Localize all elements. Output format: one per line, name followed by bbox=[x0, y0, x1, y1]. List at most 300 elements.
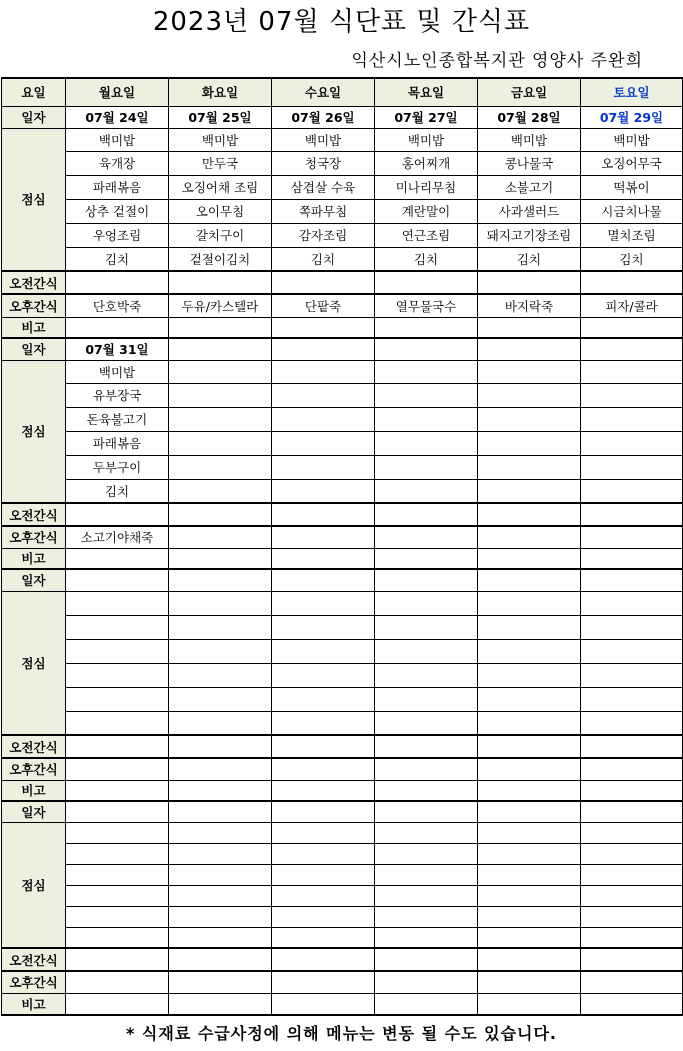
am-snack-cell bbox=[478, 503, 581, 526]
note-row bbox=[2, 993, 683, 1015]
pm-snack-cell bbox=[272, 758, 375, 780]
note-cell bbox=[581, 548, 683, 569]
lunch-cell bbox=[375, 927, 478, 948]
pm-snack-cell bbox=[66, 758, 169, 780]
pm-snack-row bbox=[2, 526, 683, 548]
lunch-cell: 갈치구이 bbox=[169, 223, 272, 247]
note-cell bbox=[581, 317, 683, 338]
note-cell bbox=[375, 993, 478, 1015]
lunch-cell: 삼겹살 수육 bbox=[272, 175, 375, 199]
date-cell bbox=[478, 569, 581, 591]
date-cell: 07월 28일 bbox=[478, 106, 581, 128]
lunch-cell bbox=[375, 360, 478, 383]
lunch-cell bbox=[478, 885, 581, 906]
lunch-cell bbox=[581, 591, 683, 615]
note-cell bbox=[169, 780, 272, 801]
lunch-cell bbox=[169, 360, 272, 383]
lunch-cell: 시금치나물 bbox=[581, 199, 683, 223]
lunch-row bbox=[2, 407, 683, 431]
lunch-cell: 백미밥 bbox=[66, 128, 169, 151]
am-snack-cell bbox=[272, 948, 375, 971]
lunch-cell bbox=[272, 479, 375, 503]
lunch-cell: 계란말이 bbox=[375, 199, 478, 223]
lunch-cell bbox=[478, 927, 581, 948]
note-cell bbox=[169, 993, 272, 1015]
pm-snack-cell bbox=[169, 971, 272, 993]
note-label: 비고 bbox=[2, 780, 66, 801]
lunch-label: 점심 bbox=[2, 591, 66, 735]
am-snack-row bbox=[2, 503, 683, 526]
lunch-cell bbox=[66, 864, 169, 885]
am-snack-cell bbox=[581, 735, 683, 758]
lunch-cell bbox=[581, 885, 683, 906]
lunch-label: 점심 bbox=[2, 128, 66, 271]
pm-snack-cell bbox=[375, 526, 478, 548]
lunch-cell: 겉절이김치 bbox=[169, 247, 272, 271]
header-label: 요일 bbox=[2, 78, 66, 106]
lunch-cell: 김치 bbox=[66, 479, 169, 503]
date-row bbox=[2, 801, 683, 822]
lunch-cell bbox=[478, 407, 581, 431]
date-cell: 07월 24일 bbox=[66, 106, 169, 128]
am-snack-cell bbox=[66, 735, 169, 758]
date-cell bbox=[375, 801, 478, 822]
lunch-cell bbox=[272, 455, 375, 479]
pm-snack-cell bbox=[66, 971, 169, 993]
date-cell bbox=[375, 338, 478, 360]
pm-snack-cell: 두유/카스텔라 bbox=[169, 294, 272, 317]
date-label: 일자 bbox=[2, 106, 66, 128]
lunch-row bbox=[2, 927, 683, 948]
lunch-cell bbox=[272, 687, 375, 711]
lunch-row bbox=[2, 711, 683, 735]
lunch-row bbox=[2, 383, 683, 407]
lunch-cell: 김치 bbox=[272, 247, 375, 271]
pm-snack-cell: 단호박죽 bbox=[66, 294, 169, 317]
lunch-cell: 오징어채 조림 bbox=[169, 175, 272, 199]
pm-snack-label: 오후간식 bbox=[2, 526, 66, 548]
note-label: 비고 bbox=[2, 993, 66, 1015]
lunch-cell bbox=[272, 927, 375, 948]
note-row bbox=[2, 548, 683, 569]
lunch-cell bbox=[375, 843, 478, 864]
lunch-cell bbox=[272, 663, 375, 687]
pm-snack-label: 오후간식 bbox=[2, 971, 66, 993]
lunch-cell bbox=[169, 455, 272, 479]
lunch-cell: 오이무침 bbox=[169, 199, 272, 223]
note-cell bbox=[478, 780, 581, 801]
lunch-cell: 유부장국 bbox=[66, 383, 169, 407]
lunch-cell bbox=[375, 885, 478, 906]
lunch-cell: 감자조림 bbox=[272, 223, 375, 247]
pm-snack-cell bbox=[581, 971, 683, 993]
pm-snack-cell bbox=[478, 971, 581, 993]
am-snack-cell bbox=[581, 271, 683, 294]
lunch-cell bbox=[169, 711, 272, 735]
lunch-cell bbox=[581, 843, 683, 864]
lunch-row bbox=[2, 864, 683, 885]
am-snack-cell bbox=[375, 271, 478, 294]
lunch-cell bbox=[66, 885, 169, 906]
am-snack-cell bbox=[375, 735, 478, 758]
date-cell bbox=[66, 801, 169, 822]
lunch-cell bbox=[272, 383, 375, 407]
lunch-label: 점심 bbox=[2, 360, 66, 503]
am-snack-label: 오전간식 bbox=[2, 271, 66, 294]
lunch-row bbox=[2, 843, 683, 864]
lunch-cell bbox=[272, 360, 375, 383]
footer-note: * 식재료 수급사정에 의해 메뉴는 변동 될 수도 있습니다. bbox=[125, 1024, 558, 1043]
lunch-cell bbox=[169, 927, 272, 948]
lunch-cell bbox=[375, 687, 478, 711]
lunch-cell: 김치 bbox=[375, 247, 478, 271]
am-snack-label: 오전간식 bbox=[2, 503, 66, 526]
lunch-cell bbox=[169, 407, 272, 431]
am-snack-cell bbox=[375, 948, 478, 971]
lunch-cell bbox=[375, 479, 478, 503]
day-header: 수요일 bbox=[272, 78, 375, 106]
lunch-cell bbox=[169, 864, 272, 885]
note-cell bbox=[478, 548, 581, 569]
note-cell bbox=[66, 780, 169, 801]
lunch-cell bbox=[169, 663, 272, 687]
date-cell bbox=[272, 338, 375, 360]
lunch-cell bbox=[478, 663, 581, 687]
lunch-cell bbox=[272, 639, 375, 663]
lunch-row bbox=[2, 663, 683, 687]
date-label: 일자 bbox=[2, 338, 66, 360]
lunch-cell: 김치 bbox=[581, 247, 683, 271]
lunch-row bbox=[2, 247, 683, 271]
lunch-cell bbox=[375, 864, 478, 885]
lunch-cell bbox=[478, 455, 581, 479]
am-snack-cell bbox=[478, 271, 581, 294]
am-snack-cell bbox=[169, 503, 272, 526]
lunch-cell: 만두국 bbox=[169, 151, 272, 175]
lunch-row bbox=[2, 199, 683, 223]
am-snack-cell bbox=[66, 948, 169, 971]
date-cell: 07월 25일 bbox=[169, 106, 272, 128]
am-snack-cell bbox=[272, 271, 375, 294]
lunch-cell bbox=[66, 687, 169, 711]
lunch-label: 점심 bbox=[2, 822, 66, 948]
lunch-cell bbox=[169, 615, 272, 639]
lunch-cell bbox=[169, 383, 272, 407]
lunch-cell: 떡볶이 bbox=[581, 175, 683, 199]
lunch-cell bbox=[478, 687, 581, 711]
lunch-cell bbox=[375, 639, 478, 663]
am-snack-cell bbox=[272, 503, 375, 526]
lunch-row bbox=[2, 431, 683, 455]
pm-snack-cell: 피자/콜라 bbox=[581, 294, 683, 317]
lunch-cell bbox=[272, 407, 375, 431]
lunch-cell bbox=[66, 906, 169, 927]
lunch-cell: 청국장 bbox=[272, 151, 375, 175]
day-header: 토요일 bbox=[581, 78, 683, 106]
page-subtitle: 익산시노인종합복지관 영양사 주완희 bbox=[351, 51, 643, 71]
lunch-row bbox=[2, 822, 683, 843]
note-cell bbox=[375, 317, 478, 338]
lunch-cell bbox=[66, 843, 169, 864]
am-snack-cell bbox=[169, 271, 272, 294]
date-cell bbox=[169, 801, 272, 822]
lunch-cell: 백미밥 bbox=[169, 128, 272, 151]
lunch-cell bbox=[581, 431, 683, 455]
lunch-cell bbox=[272, 711, 375, 735]
lunch-cell bbox=[272, 431, 375, 455]
lunch-cell bbox=[478, 360, 581, 383]
lunch-cell bbox=[478, 864, 581, 885]
lunch-cell bbox=[66, 663, 169, 687]
lunch-cell bbox=[272, 843, 375, 864]
lunch-row bbox=[2, 455, 683, 479]
pm-snack-cell: 바지락죽 bbox=[478, 294, 581, 317]
lunch-cell: 우엉조림 bbox=[66, 223, 169, 247]
note-cell bbox=[66, 548, 169, 569]
lunch-cell bbox=[66, 615, 169, 639]
lunch-cell bbox=[581, 687, 683, 711]
note-cell bbox=[272, 993, 375, 1015]
lunch-row bbox=[2, 223, 683, 247]
date-cell bbox=[169, 569, 272, 591]
date-row bbox=[2, 106, 683, 128]
am-snack-cell bbox=[375, 503, 478, 526]
lunch-cell bbox=[169, 885, 272, 906]
lunch-row bbox=[2, 479, 683, 503]
lunch-cell bbox=[375, 663, 478, 687]
am-snack-label: 오전간식 bbox=[2, 735, 66, 758]
note-label: 비고 bbox=[2, 317, 66, 338]
lunch-row bbox=[2, 175, 683, 199]
lunch-row bbox=[2, 151, 683, 175]
date-row bbox=[2, 569, 683, 591]
lunch-cell bbox=[375, 906, 478, 927]
lunch-cell bbox=[581, 906, 683, 927]
note-cell bbox=[581, 993, 683, 1015]
am-snack-cell bbox=[478, 735, 581, 758]
lunch-cell bbox=[272, 822, 375, 843]
am-snack-cell bbox=[272, 735, 375, 758]
am-snack-cell bbox=[581, 503, 683, 526]
pm-snack-cell bbox=[272, 526, 375, 548]
lunch-cell: 파래볶음 bbox=[66, 175, 169, 199]
lunch-cell: 육개장 bbox=[66, 151, 169, 175]
pm-snack-cell bbox=[581, 758, 683, 780]
lunch-cell bbox=[581, 663, 683, 687]
lunch-cell: 김치 bbox=[478, 247, 581, 271]
day-header: 목요일 bbox=[375, 78, 478, 106]
lunch-cell bbox=[66, 927, 169, 948]
page-title: 2023년 07월 식단표 및 간식표 bbox=[152, 7, 531, 37]
date-cell bbox=[272, 569, 375, 591]
lunch-cell bbox=[66, 591, 169, 615]
note-label: 비고 bbox=[2, 548, 66, 569]
date-cell bbox=[66, 569, 169, 591]
lunch-cell bbox=[478, 615, 581, 639]
lunch-cell: 백미밥 bbox=[375, 128, 478, 151]
date-cell: 07월 27일 bbox=[375, 106, 478, 128]
note-cell bbox=[272, 317, 375, 338]
note-cell bbox=[272, 780, 375, 801]
lunch-row bbox=[2, 687, 683, 711]
date-label: 일자 bbox=[2, 569, 66, 591]
lunch-cell bbox=[478, 479, 581, 503]
lunch-cell: 홍어찌개 bbox=[375, 151, 478, 175]
pm-snack-cell bbox=[272, 971, 375, 993]
lunch-cell: 돼지고기장조림 bbox=[478, 223, 581, 247]
lunch-cell: 미나리무침 bbox=[375, 175, 478, 199]
lunch-cell bbox=[169, 479, 272, 503]
day-header: 화요일 bbox=[169, 78, 272, 106]
lunch-row bbox=[2, 615, 683, 639]
lunch-cell bbox=[581, 639, 683, 663]
lunch-cell bbox=[478, 431, 581, 455]
lunch-cell bbox=[375, 591, 478, 615]
note-cell bbox=[272, 548, 375, 569]
note-row bbox=[2, 317, 683, 338]
lunch-cell: 멸치조림 bbox=[581, 223, 683, 247]
lunch-cell bbox=[581, 407, 683, 431]
day-header: 월요일 bbox=[66, 78, 169, 106]
am-snack-cell bbox=[478, 948, 581, 971]
lunch-cell bbox=[478, 591, 581, 615]
pm-snack-row bbox=[2, 294, 683, 317]
lunch-cell: 오징어무국 bbox=[581, 151, 683, 175]
lunch-cell bbox=[478, 711, 581, 735]
date-cell: 07월 31일 bbox=[66, 338, 169, 360]
lunch-cell: 연근조림 bbox=[375, 223, 478, 247]
lunch-cell: 백미밥 bbox=[478, 128, 581, 151]
lunch-cell bbox=[581, 711, 683, 735]
pm-snack-cell bbox=[375, 971, 478, 993]
date-row bbox=[2, 338, 683, 360]
lunch-cell bbox=[375, 615, 478, 639]
date-cell: 07월 26일 bbox=[272, 106, 375, 128]
note-cell bbox=[66, 317, 169, 338]
am-snack-cell bbox=[66, 271, 169, 294]
day-header: 금요일 bbox=[478, 78, 581, 106]
date-cell bbox=[581, 338, 683, 360]
lunch-cell bbox=[272, 591, 375, 615]
pm-snack-cell bbox=[169, 758, 272, 780]
pm-snack-cell bbox=[581, 526, 683, 548]
lunch-cell bbox=[375, 407, 478, 431]
pm-snack-cell bbox=[169, 526, 272, 548]
note-cell bbox=[375, 780, 478, 801]
lunch-cell: 콩나물국 bbox=[478, 151, 581, 175]
note-cell bbox=[66, 993, 169, 1015]
lunch-cell bbox=[581, 615, 683, 639]
lunch-cell bbox=[169, 591, 272, 615]
note-cell bbox=[478, 993, 581, 1015]
lunch-cell: 사과샐러드 bbox=[478, 199, 581, 223]
pm-snack-label: 오후간식 bbox=[2, 294, 66, 317]
lunch-row bbox=[2, 885, 683, 906]
lunch-cell bbox=[169, 687, 272, 711]
pm-snack-cell: 열무물국수 bbox=[375, 294, 478, 317]
am-snack-row bbox=[2, 735, 683, 758]
date-label: 일자 bbox=[2, 801, 66, 822]
am-snack-cell bbox=[169, 948, 272, 971]
note-cell bbox=[375, 548, 478, 569]
note-row bbox=[2, 780, 683, 801]
lunch-row bbox=[2, 906, 683, 927]
date-cell bbox=[581, 569, 683, 591]
lunch-cell bbox=[375, 431, 478, 455]
menu-table bbox=[1, 77, 683, 1016]
lunch-cell bbox=[478, 383, 581, 407]
lunch-cell bbox=[66, 711, 169, 735]
lunch-row bbox=[2, 128, 683, 151]
lunch-cell bbox=[66, 639, 169, 663]
lunch-cell bbox=[581, 927, 683, 948]
date-cell bbox=[375, 569, 478, 591]
lunch-cell bbox=[272, 885, 375, 906]
lunch-cell bbox=[581, 383, 683, 407]
lunch-cell bbox=[375, 455, 478, 479]
lunch-cell bbox=[478, 639, 581, 663]
date-cell: 07월 29일 bbox=[581, 106, 683, 128]
am-snack-row bbox=[2, 948, 683, 971]
pm-snack-row bbox=[2, 758, 683, 780]
lunch-cell bbox=[581, 864, 683, 885]
lunch-cell bbox=[375, 711, 478, 735]
lunch-cell bbox=[272, 864, 375, 885]
lunch-cell bbox=[169, 431, 272, 455]
lunch-cell bbox=[169, 822, 272, 843]
pm-snack-cell bbox=[478, 758, 581, 780]
lunch-cell: 돈육불고기 bbox=[66, 407, 169, 431]
lunch-row bbox=[2, 591, 683, 615]
am-snack-label: 오전간식 bbox=[2, 948, 66, 971]
lunch-cell bbox=[375, 383, 478, 407]
am-snack-cell bbox=[66, 503, 169, 526]
lunch-cell: 두부구이 bbox=[66, 455, 169, 479]
pm-snack-cell bbox=[375, 758, 478, 780]
date-cell bbox=[478, 801, 581, 822]
lunch-cell bbox=[375, 822, 478, 843]
lunch-row bbox=[2, 639, 683, 663]
lunch-cell bbox=[581, 822, 683, 843]
pm-snack-row bbox=[2, 971, 683, 993]
lunch-cell bbox=[169, 843, 272, 864]
note-cell bbox=[478, 317, 581, 338]
lunch-cell bbox=[169, 639, 272, 663]
lunch-cell bbox=[478, 822, 581, 843]
lunch-cell: 상추 겉절이 bbox=[66, 199, 169, 223]
lunch-cell: 파래볶음 bbox=[66, 431, 169, 455]
lunch-cell: 김치 bbox=[66, 247, 169, 271]
lunch-cell: 쪽파무침 bbox=[272, 199, 375, 223]
note-cell bbox=[581, 780, 683, 801]
lunch-cell bbox=[581, 360, 683, 383]
lunch-cell bbox=[478, 843, 581, 864]
date-cell bbox=[169, 338, 272, 360]
header-row bbox=[2, 78, 683, 106]
lunch-cell bbox=[581, 455, 683, 479]
lunch-cell: 백미밥 bbox=[66, 360, 169, 383]
am-snack-cell bbox=[169, 735, 272, 758]
date-cell bbox=[581, 801, 683, 822]
lunch-cell: 백미밥 bbox=[581, 128, 683, 151]
lunch-cell bbox=[169, 906, 272, 927]
lunch-cell bbox=[66, 822, 169, 843]
date-cell bbox=[478, 338, 581, 360]
lunch-cell bbox=[478, 906, 581, 927]
lunch-cell bbox=[272, 906, 375, 927]
lunch-cell: 소불고기 bbox=[478, 175, 581, 199]
lunch-cell bbox=[272, 615, 375, 639]
